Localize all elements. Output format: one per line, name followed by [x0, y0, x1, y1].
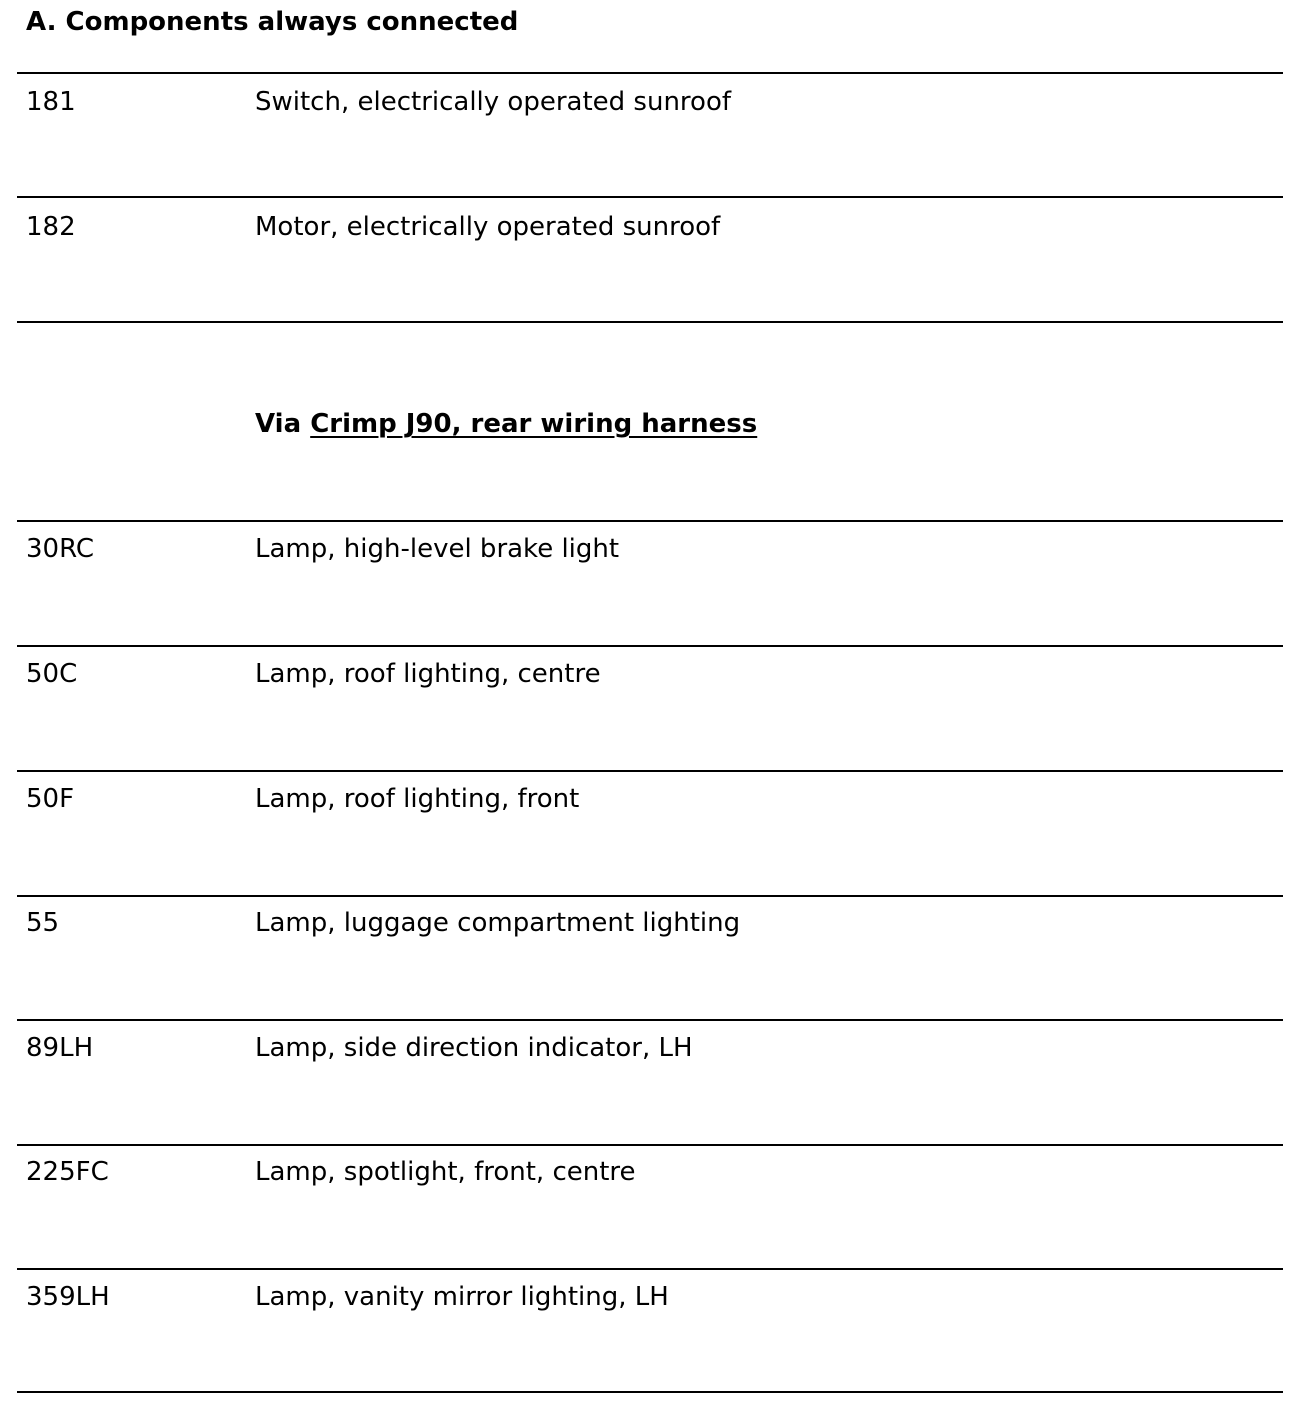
table-divider [17, 1391, 1283, 1393]
component-code: 181 [26, 87, 76, 117]
component-code: 182 [26, 212, 76, 242]
table-divider [17, 1019, 1283, 1021]
table-divider [17, 770, 1283, 772]
component-description: Motor, electrically operated sunroof [255, 212, 721, 242]
table-divider [17, 645, 1283, 647]
component-description: Lamp, luggage compartment lighting [255, 908, 741, 938]
component-description: Lamp, vanity mirror lighting, LH [255, 1282, 669, 1312]
component-code: 359LH [26, 1282, 110, 1312]
component-code: 50C [26, 659, 78, 689]
component-code: 225FC [26, 1157, 109, 1187]
component-description: Lamp, high-level brake light [255, 534, 620, 564]
table-divider [17, 321, 1283, 323]
component-code: 55 [26, 908, 60, 938]
table-divider [17, 1144, 1283, 1146]
table-divider [17, 72, 1283, 74]
via-prefix: Via [255, 409, 302, 439]
table-divider [17, 1268, 1283, 1270]
table-divider [17, 196, 1283, 198]
crimp-link[interactable]: Crimp J90, rear wiring harness [310, 409, 758, 439]
section-heading: A. Components always connected [26, 7, 519, 37]
component-description: Switch, electrically operated sunroof [255, 87, 732, 117]
table-divider [17, 895, 1283, 897]
via-heading [255, 406, 757, 442]
component-code: 30RC [26, 534, 95, 564]
component-code: 50F [26, 784, 75, 814]
component-description: Lamp, roof lighting, centre [255, 659, 601, 689]
component-description: Lamp, spotlight, front, centre [255, 1157, 636, 1187]
component-code: 89LH [26, 1033, 94, 1063]
component-description: Lamp, side direction indicator, LH [255, 1033, 693, 1063]
component-description: Lamp, roof lighting, front [255, 784, 580, 814]
table-divider [17, 520, 1283, 522]
